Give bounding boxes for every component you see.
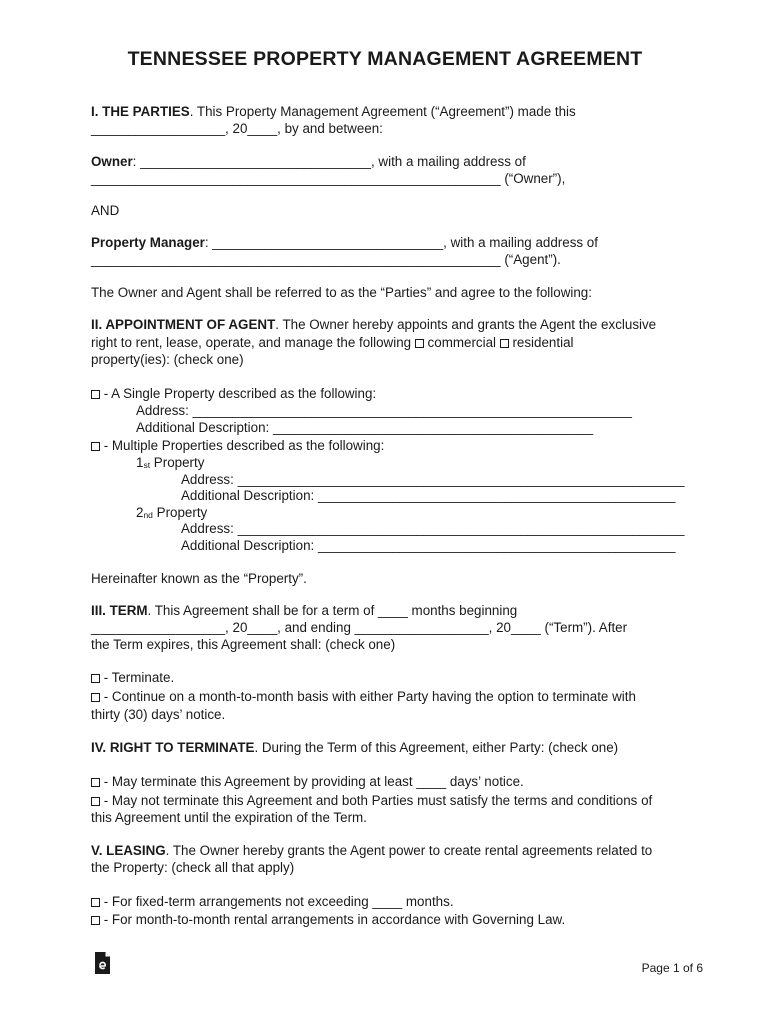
may-terminate-checkbox[interactable] <box>91 778 100 787</box>
multiple-properties-option <box>91 437 384 454</box>
term-text: . This Agreement shall be for a term of ____ months beginning <box>147 603 518 618</box>
commercial-checkbox[interactable] <box>415 339 424 348</box>
may-not-terminate-option <box>91 792 652 809</box>
property-manager-line <box>91 234 598 251</box>
parties-line-1 <box>91 103 576 120</box>
second-address-field[interactable]: Address: ____________________________________________________________ <box>181 521 685 536</box>
parties-referred-text: The Owner and Agent shall be referred to as the “Parties” and agree to the following: <box>91 285 592 300</box>
leasing-line-2: the Property: (check all that apply) <box>91 860 295 875</box>
fixed-term-label: - For fixed-term arrangements not exceeding ____ months. <box>100 894 454 909</box>
single-property-option <box>91 385 376 402</box>
fixed-term-checkbox[interactable] <box>91 898 100 907</box>
may-not-terminate-checkbox[interactable] <box>91 797 100 806</box>
first-address-field[interactable]: Address: ____________________________________________________________ <box>181 472 685 487</box>
owner-address-line: _______________________________________________________ (“Owner”), <box>91 171 566 186</box>
right-to-terminate-line-1 <box>91 739 618 756</box>
leasing-line-1 <box>91 842 652 859</box>
multiple-properties-checkbox[interactable] <box>91 442 100 451</box>
and-text: AND <box>91 203 120 218</box>
continue-option-line-2: thirty (30) days’ notice. <box>91 707 226 722</box>
month-to-month-option <box>91 911 565 928</box>
appointment-heading: II. APPOINTMENT OF AGENT <box>91 317 276 332</box>
month-to-month-label: - For month-to-month rental arrangements in accordance with Governing Law. <box>100 912 566 927</box>
month-to-month-checkbox[interactable] <box>91 916 100 925</box>
appointment-line-2 <box>91 334 574 351</box>
property-manager-label: Property Manager <box>91 235 205 250</box>
hereinafter-text: Hereinafter known as the “Property”. <box>91 571 307 586</box>
leasing-heading: V. LEASING <box>91 843 166 858</box>
term-heading: III. TERM <box>91 603 148 618</box>
parties-heading: I. THE PARTIES <box>91 104 190 119</box>
single-property-label: - A Single Property described as the following: <box>100 386 377 401</box>
parties-date-line: __________________, 20____, by and between: <box>91 121 383 136</box>
leasing-text: . The Owner hereby grants the Agent power to create rental agreements related to <box>165 843 653 858</box>
appointment-text: . The Owner hereby appoints and grants the Agent the exclusive <box>275 317 657 332</box>
parties-text: . This Property Management Agreement (“Agreement”) made this <box>189 104 576 119</box>
single-property-checkbox[interactable] <box>91 390 100 399</box>
may-not-terminate-line-2: this Agreement until the expiration of the Term. <box>91 810 367 825</box>
may-terminate-label: - May terminate this Agreement by providing at least ____ days’ notice. <box>100 774 524 789</box>
owner-label: Owner <box>91 154 133 169</box>
continue-label: - Continue on a month-to-month basis with either Party having the option to terminate with <box>100 689 636 704</box>
may-not-terminate-label: - May not terminate this Agreement and both Parties must satisfy the terms and conditions of <box>100 793 653 808</box>
continue-checkbox[interactable] <box>91 693 100 702</box>
first-property-ordinal: st <box>143 460 151 470</box>
second-description-field[interactable]: Additional Description: ________________________________________________ <box>181 538 676 553</box>
document-logo-icon <box>93 951 111 975</box>
appointment-line-3: property(ies): (check one) <box>91 352 244 367</box>
owner-line <box>91 153 526 170</box>
term-line-1 <box>91 602 517 619</box>
right-to-terminate-text: . During the Term of this Agreement, either Party: (check one) <box>254 740 619 755</box>
commercial-label: commercial <box>423 335 500 350</box>
first-description-field[interactable]: Additional Description: ________________________________________________ <box>181 488 676 503</box>
terminate-option <box>91 669 174 686</box>
property-manager-text: : _______________________________, with a mailing address of <box>204 235 598 250</box>
term-line-3: the Term expires, this Agreement shall: (check one) <box>91 637 396 652</box>
first-property-word: Property <box>150 455 205 470</box>
single-description-field[interactable]: Additional Description: ___________________________________________ <box>136 420 594 435</box>
first-property-number: 1 <box>136 455 144 470</box>
second-property-number: 2 <box>136 505 144 520</box>
page-number: Page 1 of 6 <box>641 961 703 975</box>
multiple-properties-label: - Multiple Properties described as the following: <box>100 438 385 453</box>
second-property-word: Property <box>152 505 208 520</box>
residential-checkbox[interactable] <box>500 339 509 348</box>
term-line-2: __________________, 20____, and ending __________________, 20____ (“Term”). After <box>91 620 628 635</box>
right-to-terminate-heading: IV. RIGHT TO TERMINATE <box>91 740 255 755</box>
second-property-ordinal: nd <box>143 510 153 520</box>
terminate-checkbox[interactable] <box>91 674 100 683</box>
residential-label: residential <box>508 335 574 350</box>
appointment-line-1 <box>91 316 656 333</box>
single-address-field[interactable]: Address: ___________________________________________________________ <box>136 403 632 418</box>
property-manager-address-line: _______________________________________________________ (“Agent”). <box>91 252 561 267</box>
fixed-term-option <box>91 893 454 910</box>
terminate-label: - Terminate. <box>100 670 175 685</box>
document-title: TENNESSEE PROPERTY MANAGEMENT AGREEMENT <box>127 48 643 70</box>
owner-text: : _______________________________, with a mailing address of <box>132 154 526 169</box>
appointment-text-2: right to rent, lease, operate, and manage the following <box>91 335 415 350</box>
may-terminate-option <box>91 773 524 790</box>
continue-option <box>91 688 636 705</box>
